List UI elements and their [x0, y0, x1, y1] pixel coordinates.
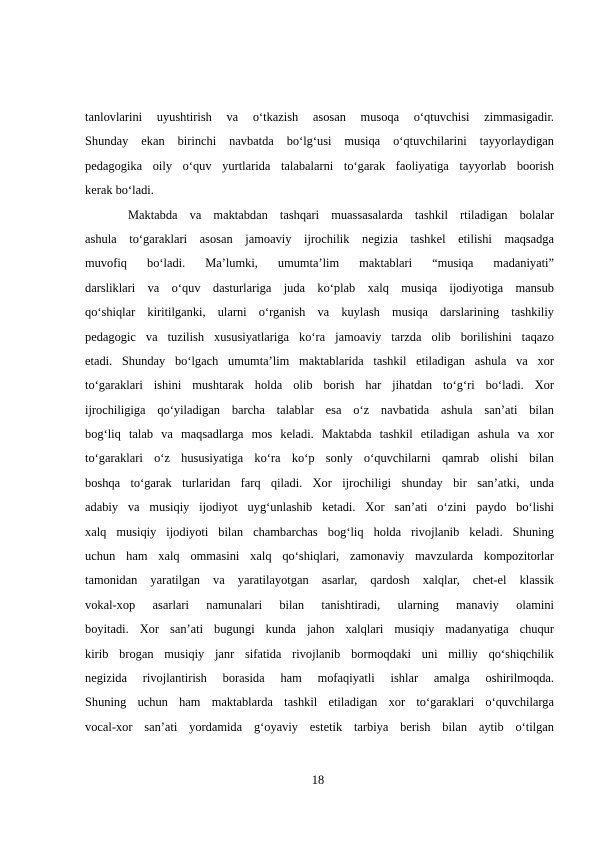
text-line: tanlovlarini uyushtirish va o‘tkazish asosan musoqa o‘qtuvchisi zimmasigadir.: [85, 110, 554, 124]
body-text: [85, 105, 554, 739]
text-line: qo‘shiqlar kiritilganki, ularni o‘rganish va kuylash musiqa darslarining tashkiliy: [85, 305, 554, 320]
text-line: muvofiq bo‘ladi. Ma’lumki, umumta’lim maktablari “musiqa madaniyati”: [85, 256, 554, 271]
text-line: xalq musiqiy ijodiyoti bilan chambarchas bog‘liq holda rivojlanib keladi. Shuning: [85, 524, 554, 539]
page-number: 18: [311, 773, 325, 787]
text-line: ashula to‘garaklari asosan jamoaviy ijrochilik negizia tashkel etilishi maqsadga: [85, 231, 554, 246]
text-line: Maktabda va maktabdan tashqari muassasalarda tashkil rtiladigan bolalar: [128, 207, 554, 222]
text-line: bog‘liq talab va maqsadlarga mos keladi. Maktabda tashkil etiladigan ashula va xor: [85, 427, 554, 442]
text-line: adabiy va musiqiy ijodiyot uyg‘unlashib ketadi. Xor san’ati o‘zini paydo bo‘lishi: [85, 500, 554, 515]
text-line: kerak bo‘ladi.: [85, 183, 154, 198]
text-line: to‘garaklari ishini mushtarak holda olib borish har jihatdan to‘g‘ri bo‘ladi. Xor: [85, 378, 554, 393]
text-line: kirib brogan musiqiy janr sifatida rivojlanib bormoqdaki uni milliy qo‘shiqchilik: [85, 646, 554, 661]
text-line: ijrochiligiga qo‘yiladigan barcha talablar esa o‘z navbatida ashula san’ati bilan: [85, 402, 554, 417]
text-line: vocal-xor san’ati yordamida g‘oyaviy estetik tarbiya berish bilan aytib o‘tilgan: [85, 719, 554, 734]
text-line: Shuning uchun ham maktablarda tashkil etiladigan xor to‘garaklari o‘quvchilarga: [85, 695, 554, 710]
text-line: tamonidan yaratilgan va yaratilayotgan asarlar, qardosh xalqlar, chet-el klassik: [85, 573, 554, 588]
text-line: to‘garaklari o‘z hususiyatiga ko‘ra ko‘p sonly o‘quvchilarni qamrab olishi bilan: [85, 451, 554, 466]
text-line: etadi. Shunday bo‘lgach umumta’lim maktablarida tashkil etiladigan ashula va xor: [85, 353, 554, 368]
text-line: uchun ham xalq ommasini xalq qo‘shiqlari, zamonaviy mavzularda kompozitorlar: [85, 549, 554, 564]
text-line: pedagogika oily o‘quv yurtlarida talabalarni to‘garak faoliyatiga tayyorlab boorish: [85, 158, 554, 173]
text-line: boyitadi. Xor san’ati bugungi kunda jahon xalqlari musiqiy madanyatiga chuqur: [85, 622, 554, 637]
text-line: darsliklari va o‘quv dasturlariga juda ko‘plab xalq musiqa ijodiyotiga mansub: [85, 280, 554, 295]
text-line: Shunday ekan birinchi navbatda bo‘lg‘usi musiqa o‘qtuvchilarini tayyorlaydigan: [85, 134, 554, 149]
text-line: pedagogic va tuzilish xususiyatlariga ko‘ra jamoaviy tarzda olib borilishini taqazo: [85, 329, 554, 344]
text-line: vokal-xop asarlari namunalari bilan tanishtiradi, ularning manaviy olamini: [85, 597, 554, 612]
text-line: boshqa to‘garak turlaridan farq qiladi. Xor ijrochiligi shunday bir san’atki, unda: [85, 475, 554, 490]
text-line: negizida rivojlantirish borasida ham mofaqiyatli ishlar amalga oshirilmoqda.: [85, 670, 554, 685]
